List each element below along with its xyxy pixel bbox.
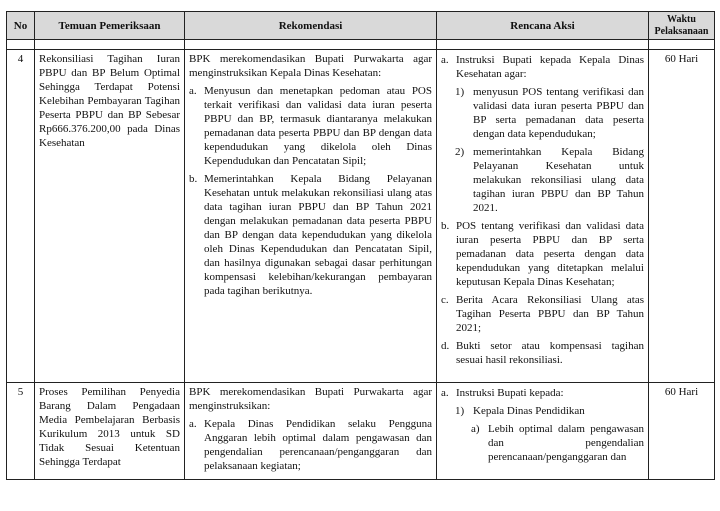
list-marker: a.: [441, 387, 449, 399]
finding-text: Rekonsiliasi Tagihan Iuran PBPU dan BP Belum Optimal Sehingga Terdapat Potensi Kelebihan Pembayaran Tagihan Peserta PBPU dan BP Sebesar Rp666.376.200,00 pada Dinas Kesehatan: [35, 50, 185, 383]
recommendation-intro: BPK merekomendasikan Bupati Purwakarta agar menginstruksikan:: [189, 386, 432, 412]
list-item: [455, 85, 644, 141]
action-plan-cell: [437, 383, 649, 480]
list-text: Kepala Dinas Pendidikan selaku Pengguna Anggaran lebih optimal dalam pengawasan dan pengendalian perencanaan/penganggaran dan pelaksanaan kegiatan;: [204, 418, 432, 472]
list-text: Instruksi Bupati kepada:: [456, 387, 564, 399]
list-text: Kepala Dinas Pendidikan: [473, 405, 585, 417]
list-marker: a): [471, 423, 480, 435]
list-marker: b.: [189, 173, 198, 185]
header-temuan: Temuan Pemeriksaan: [35, 12, 185, 40]
blank-row: [7, 40, 715, 50]
list-text: Memerintahkan Kepala Bidang Pelayanan Kesehatan untuk melakukan rekonsiliasi ulang atas data tagihan iuran PBPU dan BP Tahun 2021 dengan melakukan pemadanan data peserta PBPU dan BP dengan data kependudukan yang dikelola oleh Dinas Kependudukan dan Pencatatan Sipil, dan hasilnya digunakan sebagai dasar perhitungan kompensasi kelebihan/kekurangan pembayaran pada tagihan berikutnya.: [204, 173, 432, 297]
recommendation-intro: BPK merekomendasikan Bupati Purwakarta agar menginstruksikan Kepala Dinas Kesehatan:: [189, 53, 432, 79]
timeframe: 60 Hari: [649, 383, 715, 480]
list-marker: 1): [455, 405, 465, 417]
blank-cell: [7, 40, 35, 50]
list-marker: 1): [455, 86, 465, 98]
action-plan-cell: [437, 50, 649, 383]
table-row: [7, 50, 715, 383]
list-item: [455, 404, 644, 418]
recommendation-cell: [185, 50, 437, 383]
list-text: Instruksi Bupati kepada Kepala Dinas Kesehatan agar:: [456, 54, 644, 80]
list-item: [455, 145, 644, 215]
list-item: [441, 53, 644, 81]
header-rencana-aksi: Rencana Aksi: [437, 12, 649, 40]
header-waktu: Waktu Pelaksanaan: [649, 12, 715, 40]
blank-cell: [649, 40, 715, 50]
list-item: [441, 219, 644, 289]
list-text: menyusun POS tentang verifikasi dan validasi data iuran peserta PBPU dan BP serta pemadanan data peserta dengan data kependudukan;: [473, 86, 644, 140]
list-text: memerintahkan Kepala Bidang Pelayanan Kesehatan untuk melakukan rekonsiliasi ulang data tagihan iuran PBPU dan BP Tahun 2021.: [473, 146, 644, 214]
list-marker: a.: [189, 418, 197, 430]
recommendation-cell: [185, 383, 437, 480]
finding-text: Proses Pemilihan Penyedia Barang Dalam Pengadaan Media Pembelajaran Berbasis Kurikulum 2013 untuk SD Tidak Sesuai Ketentuan Sehingga Terdapat: [35, 383, 185, 480]
list-item: [441, 293, 644, 335]
list-text: Berita Acara Rekonsiliasi Ulang atas Tagihan Peserta PBPU dan BP Tahun 2021;: [456, 294, 644, 334]
list-item: [189, 84, 432, 168]
list-marker: b.: [441, 220, 450, 232]
blank-cell: [185, 40, 437, 50]
table-row: [7, 383, 715, 480]
list-marker: c.: [441, 294, 449, 306]
row-number: 4: [7, 50, 35, 383]
list-item: [441, 339, 644, 367]
list-text: Bukti setor atau kompensasi tagihan sesuai hasil rekonsiliasi.: [456, 340, 644, 366]
list-text: Menyusun dan menetapkan pedoman atau POS terkait verifikasi dan validasi data iuran peserta PBPU dan BP, termasuk diantaranya melakukan pemadanan data peserta PBPU dan BP dengan data kependudukan yang dikelola oleh Dinas Kependudukan dan Pencatatan Sipil;: [204, 85, 432, 167]
list-item: [189, 417, 432, 473]
blank-cell: [35, 40, 185, 50]
list-item: [441, 386, 644, 400]
header-rekomendasi: Rekomendasi: [185, 12, 437, 40]
list-item: [471, 422, 644, 464]
header-no: No: [7, 12, 35, 40]
audit-findings-table: [6, 11, 715, 480]
list-item: [189, 172, 432, 298]
row-number: 5: [7, 383, 35, 480]
timeframe: 60 Hari: [649, 50, 715, 383]
table-header-row: [7, 12, 715, 40]
list-text: Lebih optimal dalam pengawasan dan pengendalian perencanaan/penganggaran dan: [488, 423, 644, 463]
list-marker: d.: [441, 340, 450, 352]
blank-cell: [437, 40, 649, 50]
list-marker: 2): [455, 146, 465, 158]
list-marker: a.: [189, 85, 197, 97]
list-marker: a.: [441, 54, 449, 66]
list-text: POS tentang verifikasi dan validasi data iuran peserta PBPU dan BP serta pemadanan data peserta dengan data kependudukan yang ditetapkan melalui keputusan Kepala Dinas Kesehatan;: [456, 220, 644, 288]
